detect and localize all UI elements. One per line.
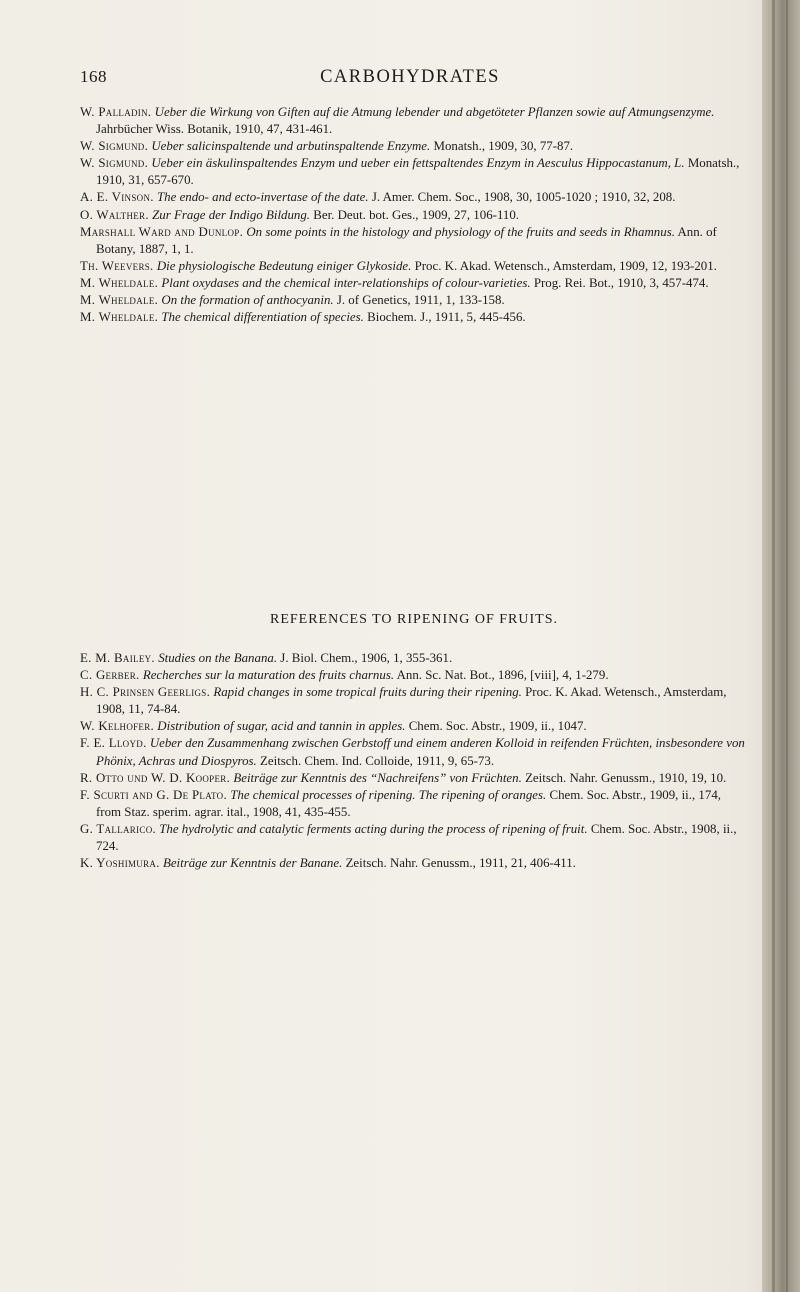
running-title: CARBOHYDRATES bbox=[320, 67, 500, 87]
reference-source: J. of Genetics, 1911, 1, 133-158. bbox=[336, 293, 505, 308]
reference-author: M. Wheldale. bbox=[80, 310, 159, 325]
reference-entry bbox=[80, 189, 748, 206]
reference-list-top bbox=[80, 104, 748, 326]
reference-entry bbox=[80, 309, 748, 326]
reference-title: Zur Frage der Indigo Bildung. bbox=[152, 207, 311, 222]
book-binding-edge bbox=[762, 0, 800, 1292]
reference-source: Chem. Soc. Abstr., 1909, ii., 1047. bbox=[408, 719, 587, 734]
reference-author: W. Sigmund. bbox=[80, 139, 149, 154]
reference-title: Recherches sur la maturation des fruits charnus. bbox=[142, 668, 395, 683]
reference-source: Chem. Soc. Abstr., 1909, ii., 174, from Staz. sperim. agrar. ital., 1908, 41, 435-455. bbox=[96, 787, 721, 819]
reference-title: Rapid changes in some tropical fruits during their ripening. bbox=[213, 685, 522, 700]
reference-author: Th. Weevers. bbox=[80, 258, 154, 273]
reference-entry bbox=[80, 735, 748, 769]
binding-line bbox=[786, 0, 788, 1292]
reference-entry bbox=[80, 155, 748, 189]
reference-source: Zeitsch. Chem. Ind. Colloide, 1911, 9, 65-73. bbox=[260, 753, 495, 768]
reference-source: Chem. Soc. Abstr., 1908, ii., 724. bbox=[96, 821, 737, 854]
reference-title: Beiträge zur Kenntnis der Banane. bbox=[162, 856, 343, 871]
reference-entry bbox=[80, 667, 748, 684]
reference-title: Ueber die Wirkung von Giften auf die Atmung lebender und abgetöteter Pflanzen sowie auf Atmungsenzyme. bbox=[154, 105, 715, 119]
reference-entry bbox=[80, 718, 748, 735]
reference-entry bbox=[80, 275, 748, 292]
reference-entry bbox=[80, 258, 748, 275]
reference-source: Monatsh., 1909, 30, 77-87. bbox=[433, 139, 574, 154]
reference-title: The chemical differentiation of species. bbox=[161, 310, 364, 325]
reference-author: F. E. Lloyd. bbox=[80, 736, 147, 751]
reference-title: On some points in the histology and physiology of the fruits and seeds in Rhamnus. bbox=[246, 224, 675, 239]
reference-entry bbox=[80, 104, 748, 138]
reference-author: A. E. Vinson. bbox=[80, 190, 154, 205]
reference-source: Proc. K. Akad. Wetensch., Amsterdam, 1908, 11, 74-84. bbox=[96, 685, 727, 717]
reference-author: W. Palladin. bbox=[80, 105, 152, 119]
reference-title: The chemical processes of ripening. The ripening of oranges. bbox=[230, 787, 547, 802]
section-heading: REFERENCES TO RIPENING OF FRUITS. bbox=[269, 612, 559, 627]
reference-entry bbox=[80, 138, 748, 155]
reference-entry bbox=[80, 224, 748, 258]
reference-title: Studies on the Banana. bbox=[158, 651, 278, 665]
reference-title: Beiträge zur Kenntnis des “Nachreifens” von Früchten. bbox=[233, 770, 522, 785]
reference-source: Monatsh., 1910, 31, 657-670. bbox=[96, 156, 740, 188]
reference-author: H. C. Prinsen Geerligs. bbox=[80, 685, 211, 700]
reference-author: R. Otto und W. D. Kooper. bbox=[80, 770, 231, 785]
reference-entry bbox=[80, 787, 748, 821]
page-number: 168 bbox=[80, 67, 107, 86]
reference-author: C. Gerber. bbox=[80, 668, 140, 683]
reference-source: J. Biol. Chem., 1906, 1, 355-361. bbox=[280, 651, 453, 665]
reference-author: M. Wheldale. bbox=[80, 275, 159, 290]
reference-author: Marshall Ward and Dunlop. bbox=[80, 224, 244, 239]
reference-source: Zeitsch. Nahr. Genussm., 1911, 21, 406-411. bbox=[345, 856, 576, 871]
reference-entry bbox=[80, 684, 748, 718]
reference-source: Biochem. J., 1911, 5, 445-456. bbox=[367, 310, 526, 325]
reference-title: The endo- and ecto-invertase of the date. bbox=[157, 190, 369, 205]
reference-title: Plant oxydases and the chemical inter-relationships of colour-varieties. bbox=[161, 275, 531, 290]
reference-source: Ber. Deut. bot. Ges., 1909, 27, 106-110. bbox=[313, 207, 520, 222]
reference-author: K. Yoshimura. bbox=[80, 856, 160, 871]
reference-source: J. Amer. Chem. Soc., 1908, 30, 1005-1020 ; 1910, 32, 208. bbox=[371, 190, 676, 205]
page-header bbox=[80, 67, 740, 91]
reference-source: Ann. Sc. Nat. Bot., 1896, [viii], 4, 1-279. bbox=[396, 668, 609, 683]
reference-author: F. Scurti and G. De Plato. bbox=[80, 787, 227, 802]
reference-source: Ann. of Botany, 1887, 1, 1. bbox=[96, 224, 717, 256]
reference-title: Die physiologische Bedeutung einiger Glykoside. bbox=[156, 258, 412, 273]
reference-entry bbox=[80, 650, 748, 667]
reference-author: E. M. Bailey. bbox=[80, 651, 155, 665]
reference-title: Distribution of sugar, acid and tannin in apples. bbox=[157, 719, 406, 734]
reference-title: Ueber den Zusammenhang zwischen Gerbstoff und einem anderen Kolloid in reifenden Früchten, insbesondere von Phönix, Achras und Diospyros. bbox=[96, 736, 745, 768]
reference-source: Proc. K. Akad. Wetensch., Amsterdam, 1909, 12, 193-201. bbox=[414, 258, 717, 273]
reference-author: O. Walther. bbox=[80, 207, 149, 222]
reference-entry bbox=[80, 855, 748, 872]
reference-entry bbox=[80, 207, 748, 224]
reference-source: Prog. Rei. Bot., 1910, 3, 457-474. bbox=[533, 275, 709, 290]
reference-author: M. Wheldale. bbox=[80, 293, 159, 308]
reference-title: The hydrolytic and catalytic ferments acting during the process of ripening of fruit. bbox=[159, 821, 588, 836]
reference-entry bbox=[80, 770, 748, 787]
reference-author: G. Tallarico. bbox=[80, 821, 157, 836]
reference-title: Ueber salicinspaltende und arbutinspaltende Enzyme. bbox=[151, 139, 431, 154]
reference-author: W. Kelhofer. bbox=[80, 719, 155, 734]
reference-entry bbox=[80, 821, 748, 855]
reference-title: On the formation of anthocyanin. bbox=[161, 293, 334, 308]
reference-entry bbox=[80, 292, 748, 309]
binding-line bbox=[772, 0, 775, 1292]
reference-list-ripening bbox=[80, 650, 748, 872]
reference-author: W. Sigmund. bbox=[80, 156, 149, 171]
reference-source: Zeitsch. Nahr. Genussm., 1910, 19, 10. bbox=[525, 770, 727, 785]
reference-source: Jahrbücher Wiss. Botanik, 1910, 47, 431-461. bbox=[96, 122, 333, 137]
reference-title: Ueber ein äskulinspaltendes Enzym und ueber ein fettspaltendes Enzym in Aesculus Hippocastanum, L. bbox=[151, 156, 685, 171]
